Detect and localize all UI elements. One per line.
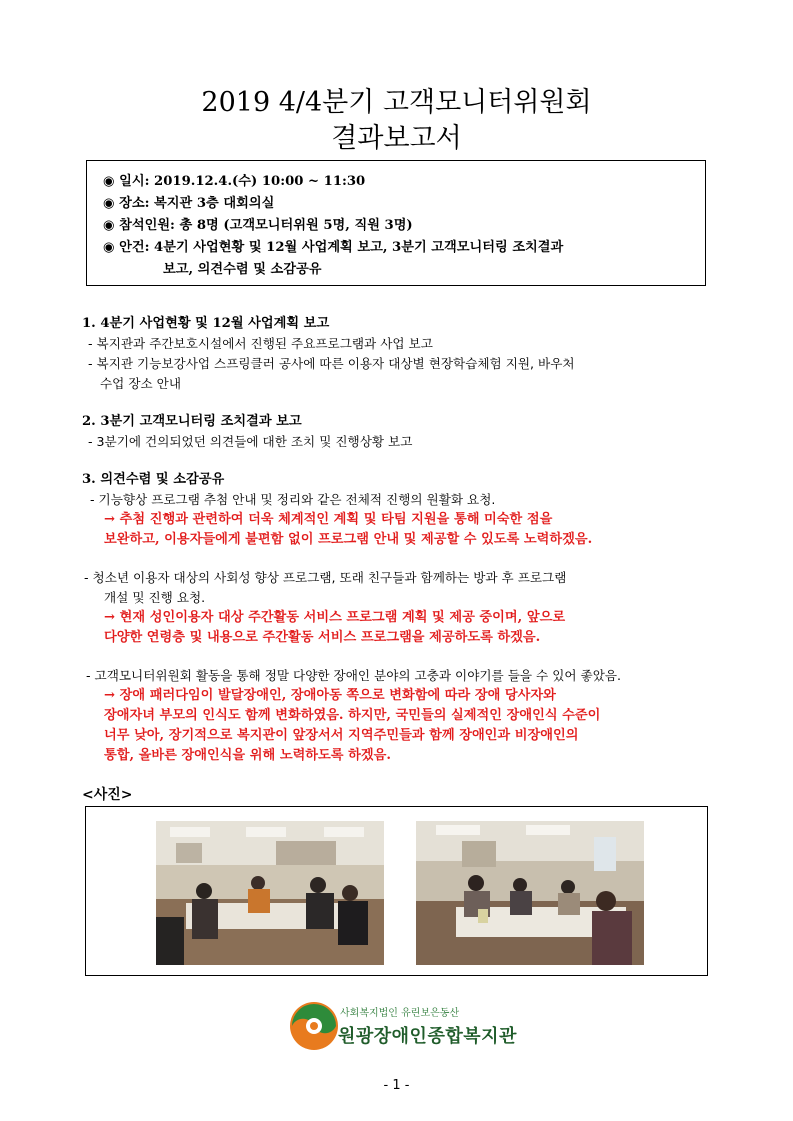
section-1-line: 수업 장소 안내: [100, 376, 181, 391]
meeting-attendees: ◉ 참석인원: 총 8명 (고객모니터위원 5명, 직원 3명): [103, 218, 413, 233]
photo-box: [85, 806, 708, 976]
meeting-place: ◉ 장소: 복지관 3층 대회의실: [103, 196, 275, 211]
section-1: [82, 314, 722, 394]
meeting-agenda: ◉ 안건: 4분기 사업현황 및 12월 사업계획 보고, 3분기 고객모니터링 조치결과: [103, 240, 564, 255]
meeting-photo-1: [156, 821, 384, 965]
opinion-block-2: [82, 568, 722, 648]
section-3-heading: 3. 의견수렴 및 소감공유: [82, 472, 225, 487]
section-1-line: - 복지관과 주간보호시설에서 진행된 주요프로그램과 사업 보고: [88, 336, 433, 351]
response-1: → 추첨 진행과 관련하여 더욱 체계적인 계획 및 타팀 지원을 통해 미숙한 점을: [104, 512, 553, 527]
logo-org-sub: 사회복지법인 유린보은동산: [340, 1008, 460, 1019]
opinion-1: - 기능향상 프로그램 추첨 안내 및 정리와 같은 전체적 진행의 원활화 요청.: [90, 492, 496, 507]
opinion-2: - 청소년 이용자 대상의 사회성 향상 프로그램, 또래 친구들과 함께하는 방과 후 프로그램: [84, 570, 567, 585]
section-1-line: - 복지관 기능보강사업 스프링클러 공사에 따른 이용자 대상별 현장학습체험 지원, 바우처: [88, 356, 575, 371]
response-1-cont: 보완하고, 이용자들에게 불편함 없이 프로그램 안내 및 제공할 수 있도록 노력하겠음.: [104, 532, 593, 547]
response-2-cont: 다양한 연령층 및 내용으로 주간활동 서비스 프로그램을 제공하도록 하겠음.: [104, 630, 541, 645]
page-number: - 1 -: [383, 1078, 410, 1093]
photos-label: <사진>: [82, 787, 133, 803]
meeting-info-box: [86, 160, 706, 286]
logo-org-name: 원광장애인종합복지관: [338, 1026, 517, 1047]
section-3: [82, 470, 722, 550]
response-3-cont: 너무 낮아, 장기적으로 복지관이 앞장서서 지역주민들과 함께 장애인과 비장애인의: [104, 728, 579, 743]
response-3: → 장애 패러다임이 발달장애인, 장애아동 쪽으로 변화함에 따라 장애 당사자와: [104, 688, 556, 703]
section-2-line: - 3분기에 건의되었던 의견들에 대한 조치 및 진행상황 보고: [88, 434, 413, 449]
response-3-cont: 장애자녀 부모의 인식도 함께 변화하였음. 하지만, 국민들의 실제적인 장애인식 수준이: [104, 708, 601, 723]
opinion-block-3: [82, 666, 722, 766]
meeting-photo-2: [416, 821, 644, 965]
section-2-heading: 2. 3분기 고객모니터링 조치결과 보고: [82, 414, 302, 429]
document-title-line1: 2019 4/4분기 고객모니터위원회: [201, 87, 592, 118]
opinion-2-cont: 개설 및 진행 요청.: [104, 590, 206, 605]
meeting-agenda-cont: 보고, 의견수렴 및 소감공유: [163, 262, 322, 277]
response-2: → 현재 성인이용자 대상 주간활동 서비스 프로그램 계획 및 제공 중이며, 앞으로: [104, 610, 566, 625]
response-3-cont: 통합, 올바른 장애인식을 위해 노력하도록 하겠음.: [104, 748, 391, 763]
section-1-heading: 1. 4분기 사업현황 및 12월 사업계획 보고: [82, 316, 330, 331]
document-title-line2: 결과보고서: [331, 123, 462, 154]
opinion-3: - 고객모니터위원회 활동을 통해 정말 다양한 장애인 분야의 고충과 이야기를 들을 수 있어 좋았음.: [86, 668, 622, 683]
logo-emblem-icon: [288, 1000, 340, 1052]
section-2: [82, 412, 722, 452]
meeting-date: ◉ 일시: 2019.12.4.(수) 10:00 ~ 11:30: [103, 174, 366, 189]
